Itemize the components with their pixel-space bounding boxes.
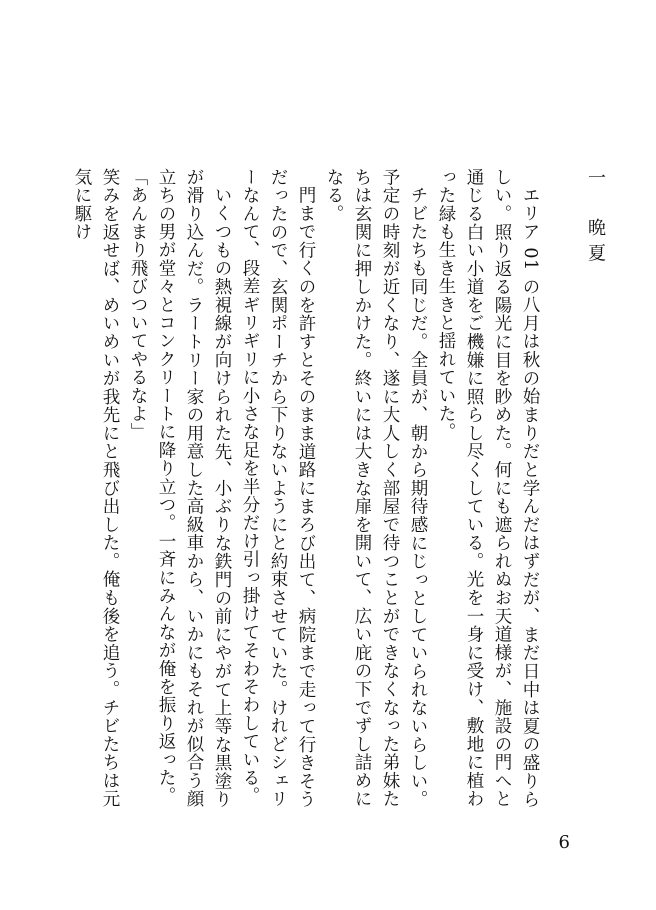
chapter-title: 一 晩夏 <box>585 168 606 269</box>
paragraph: いくつもの熱視線が向けられた先、小ぶりな鉄門の前にやがて上等な黒塗りが滑り込んだ。ラートリー家の用意した高級車から、いかにもそれが似合う顔立ちの男が堂々とコンクリートに降り立つ。一斉にみんなが俺を振り返った。 <box>156 168 232 808</box>
paragraph: 門まで行くのを許すとそのまま道路にまろび出て、病院まで走って行きそうだったので、玄関ポーチから下りないようにと約束させていた。けれどシェリーなんて、段差ギリギリに小さな足を半分だけ引っ掛けてそわそわしている。 <box>240 168 316 808</box>
dialogue-line: 「あんまり飛びついてやるなよ」 <box>128 168 148 441</box>
paragraph: チビたちも同じだ。全員が、朝から期待感にじっとしていられないらしい。予定の時刻が近くなり、遂に大人しく部屋で待つことができなくなった弟妹たちは玄関に押しかけた。終いには大きな扉を開いて、広い庇の下でずし詰めになる。 <box>324 168 428 808</box>
page-number: 6 <box>558 832 570 853</box>
paragraph: エリア 01 の八月は秋の始まりだと学んだはずだが、まだ日中は夏の盛りらしい。照り返る陽光に目を眇めた。何にも遮られぬお天道様が、施設の門へと通じる白い小道をご機嫌に照らし尽くしている。光を一身に受け、敷地に植わった緑も生き生きと揺れていた。 <box>436 168 540 808</box>
paragraph: 笑みを返せば、めいめいが我先にと飛び出した。俺も後を追う。チビたちは元気に駆け <box>72 168 120 808</box>
body-text <box>72 168 544 808</box>
